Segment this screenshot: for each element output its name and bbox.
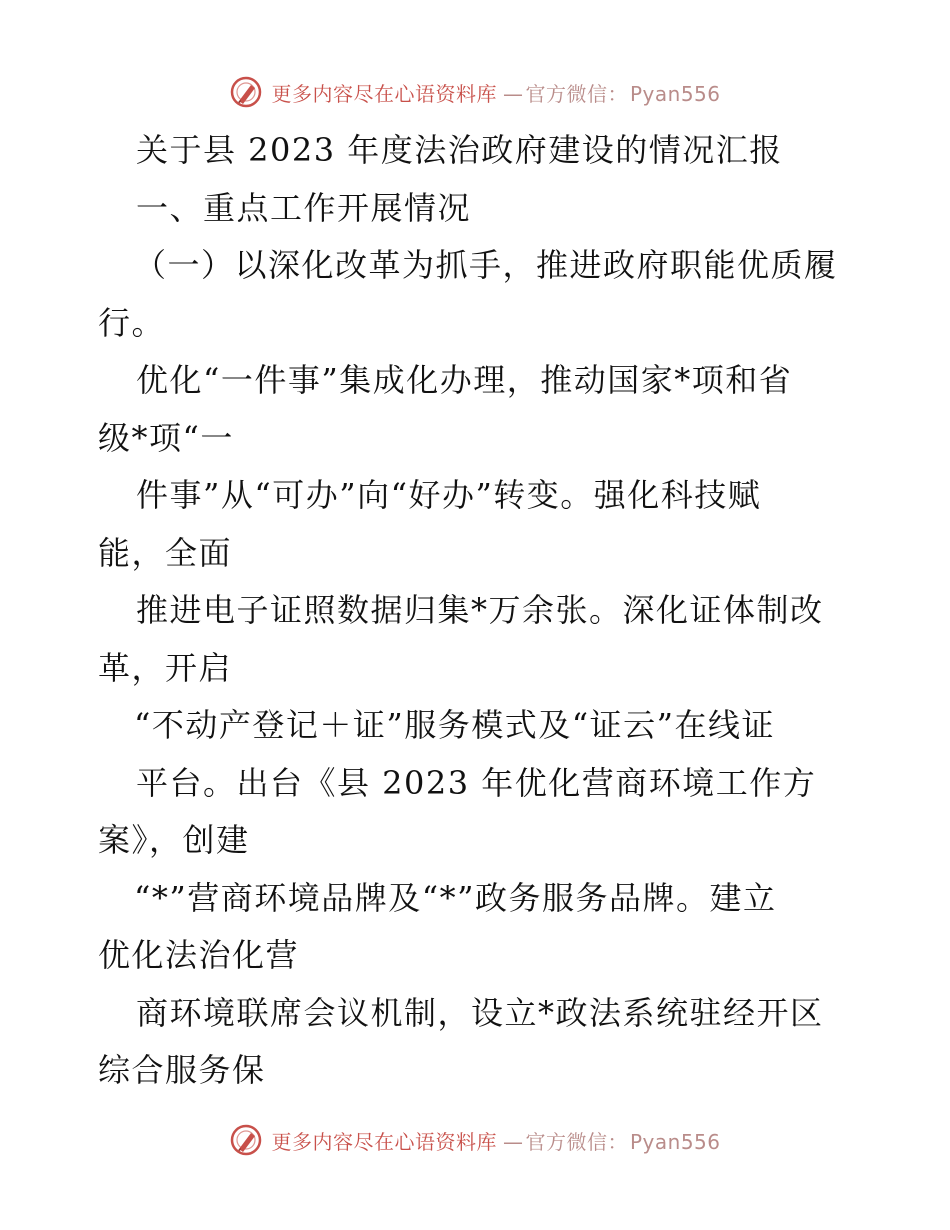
paragraph-line: 优化“一件事”集成化办理，推动国家*项和省 — [136, 361, 793, 399]
document-body — [98, 122, 878, 1100]
watermark-contact-id: Pyan556 — [629, 81, 721, 106]
document-title: 关于县 2023 年度法治政府建设的情况汇报 — [136, 131, 783, 169]
paragraph-line: 推进电子证照数据归集*万余张。深化证体制改 — [136, 591, 824, 629]
header-watermark — [0, 70, 950, 114]
pen-seal-logo-icon — [229, 1123, 263, 1157]
watermark-separator: — — [502, 81, 524, 106]
watermark-main-text: 更多内容尽在心语资料库 — [271, 81, 497, 106]
paragraph-line: 综合服务保 — [98, 1051, 266, 1089]
watermark-contact-id: Pyan556 — [629, 1129, 721, 1154]
watermark-contact-label: 官方微信： — [525, 81, 628, 106]
paragraph-line: 平台。出台《县 2023 年优化营商环境工作方 — [136, 763, 817, 802]
paragraph-line: 优化法治化营 — [98, 936, 300, 974]
paragraph-line: 行。 — [98, 303, 166, 342]
watermark-contact-label: 官方微信： — [525, 1129, 628, 1154]
paragraph-line: “*”营商环境品牌及“*”政务服务品牌。建立 — [134, 878, 777, 917]
paragraph-line: 商环境联席会议机制，设立*政法系统驻经开区 — [136, 993, 824, 1032]
footer-watermark — [0, 1118, 950, 1162]
paragraph-line: 件事”从“可办”向“好办”转变。强化科技赋 — [136, 476, 762, 514]
watermark-separator: — — [502, 1129, 524, 1154]
section-heading: 一、重点工作开展情况 — [136, 188, 472, 227]
subsection-heading: （一）以深化改革为抓手，推进政府职能优质履 — [134, 246, 838, 284]
paragraph-line: “不动产登记＋证”服务模式及“证云”在线证 — [134, 706, 775, 744]
watermark-main-text: 更多内容尽在心语资料库 — [271, 1129, 497, 1154]
watermark-text — [271, 78, 720, 107]
paragraph-line: 革，开启 — [98, 648, 233, 687]
pen-seal-logo-icon — [229, 75, 263, 109]
watermark-text — [271, 1126, 720, 1155]
paragraph-line: 案》，创建 — [98, 821, 250, 859]
paragraph-line: 能，全面 — [98, 533, 233, 572]
paragraph-line: 级*项“一 — [98, 418, 234, 457]
